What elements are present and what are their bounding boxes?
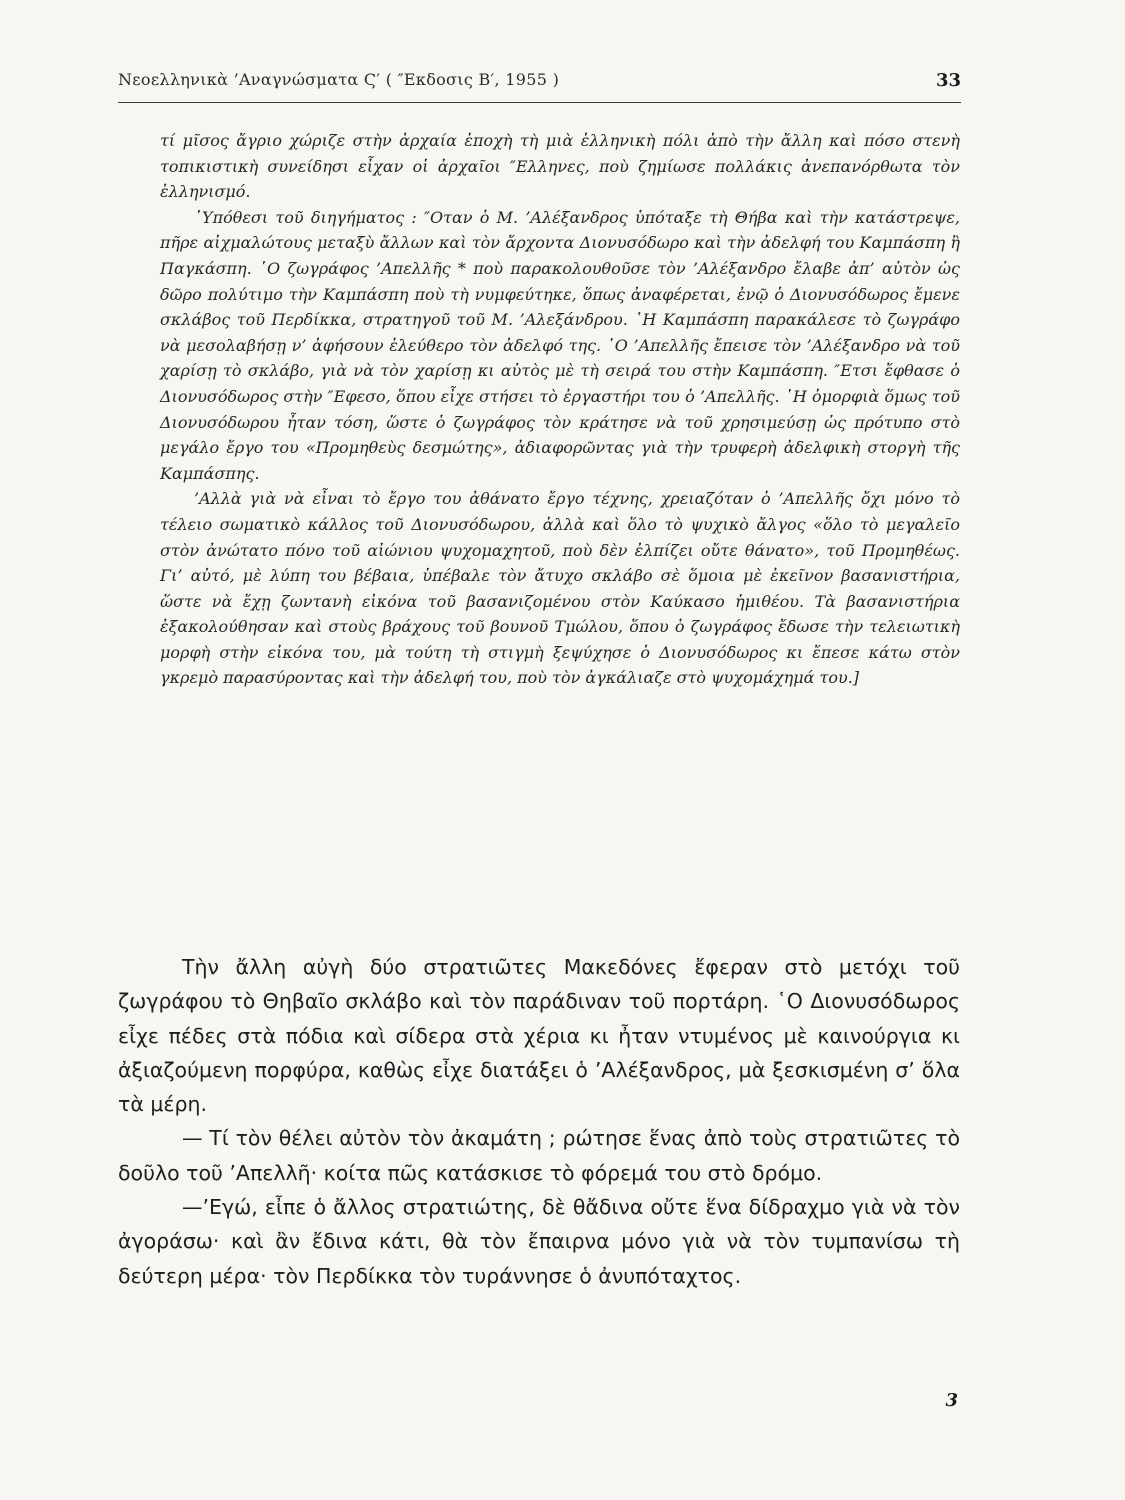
story-paragraph: —’Εγώ, εἶπε ὁ ἄλλος στρατιώτης, δὲ θἄδινα οὔτε ἕνα δίδραχμο γιὰ νὰ τὸν ἀγοράσω· καὶ ἂν ἔδινα κάτι, θὰ τὸν ἔπαιρνα μόνο γιὰ νὰ τὸν τυμπανίσω τὴ δεύτερη μέρα· τὸν Περδίκκα τὸν τυράννησε ὁ ἀνυπόταχτος. [118,1195,960,1288]
running-header [118,70,961,103]
story-text [118,950,960,1293]
signature-mark: 3 [945,1390,958,1411]
intro-paragraph: ’Αλλὰ γιὰ νὰ εἶναι τὸ ἔργο του ἀθάνατο ἔργο τέχνης, χρειαζόταν ὁ ’Απελλῆς ὄχι μόνο τὸ τέλειο σωματικὸ κάλλος τοῦ Διονυσόδωρου, ἀλλὰ καὶ ὅλο τὸ ψυχικὸ ἄλγος «ὅλο τὸ μεγαλεῖο στὸν ἀνώτατο πόνο τοῦ αἰώνιου ψυχομαχητοῦ, ποὺ δὲν ἐλπίζει οὔτε θάνατο», τοῦ Προμηθέως. Γι’ αὐτό, μὲ λύπη του βέβαια, ὑπέβαλε τὸν ἄτυχο σκλάβο σὲ ὅμοια μὲ ἐκεῖνον βασανιστήρια, ὥστε νὰ ἔχῃ ζωντανὴ εἰκόνα τοῦ βασανιζομένου στὸν Καύκασο ἡμιθέου. Τὰ βασανιστήρια ἐξακολούθησαν καὶ στοὺς βράχους τοῦ βουνοῦ Τμώλου, ὅπου ὁ ζωγράφος ἔδωσε τὴν τελειωτικὴ μορφὴ στὴν εἰκόνα του, μὰ τούτη τὴ στιγμὴ ξεψύχησε ὁ Διονυσόδωρος κι ἔπεσε κάτω στὸν γκρεμὸ παρασύροντας καὶ τὴν ἀδελφή του, ποὺ τὸν ἀγκάλιαζε στὸ ψυχομάχημά του.] [160,489,960,688]
intro-paragraph: τί μῖσος ἄγριο χώριζε στὴν ἀρχαία ἐποχὴ τὴ μιὰ ἑλληνικὴ πόλι ἀπὸ τὴν ἄλλη καὶ πόσο στενὴ τοπικιστικὴ συνείδησι εἶχαν οἱ ἀρχαῖοι ″Ελληνες, ποὺ ζημίωσε πολλάκις ἀνεπανόρθωτα τὸν ἑλληνισμό. [160,131,960,202]
story-paragraph: — Τί τὸν θέλει αὐτὸν τὸν ἀκαμάτη ; ρώτησε ἕνας ἀπὸ τοὺς στρατιῶτες τὸ δοῦλο τοῦ ’Απελλῆ· κοίτα πῶς κατάσκισε τὸ φόρεμά του στὸ δρόμο. [118,1126,960,1185]
book-title: Νεοελληνικὰ ’Αναγνώσματα Ϛ′ ( ″Εκδοσις Β′, 1955 ) [118,70,560,89]
page-number: 33 [935,70,961,91]
story-introduction [160,128,960,691]
intro-paragraph: ῾Υπόθεσι τοῦ διηγήματος : ″Οταν ὁ Μ. ’Αλέξανδρος ὑπόταξε τὴ Θήβα καὶ τὴν κατάστρεψε, πῆρε αἰχμαλώτους μεταξὺ ἄλλων καὶ τὸν ἄρχοντα Διονυσόδωρο καὶ τὴν ἀδελφή του Καμπάσπη ἢ Παγκάσπη. ῾Ο ζωγράφος ’Απελλῆς * ποὺ παρακολουθοῦσε τὸν ’Αλέξανδρο ἔλαβε ἀπ’ αὐτὸν ὡς δῶρο πολύτιμο τὴν Καμπάσπη ποὺ τὴ νυμφεύτηκε, ὅπως ἀναφέρεται, ἐνῷ ὁ Διονυσόδωρος ἔμενε σκλάβος τοῦ Περδίκκα, στρατηγοῦ τοῦ Μ. ’Αλεξάνδρου. ῾Η Καμπάσπη παρακάλεσε τὸ ζωγράφο νὰ μεσολαβήσῃ ν’ ἀφήσουν ἐλεύθερο τὸν ἀδελφό της. ῾Ο ’Απελλῆς ἔπεισε τὸν ’Αλέξανδρο νὰ τοῦ χαρίσῃ τὸ σκλάβο, γιὰ νὰ τὸν χαρίσῃ κι αὐτὸς μὲ τὴ σειρά του στὴν Καμπάσπη. ″Ετσι ἔφθασε ὁ Διονυσόδωρος στὴν ″Εφεσο, ὅπου εἶχε στήσει τὸ ἐργαστήρι του ὁ ’Απελλῆς. ῾Η ὀμορφιὰ ὅμως τοῦ Διονυσόδωρου ἦταν τόση, ὥστε ὁ ζωγράφος τὸν κράτησε νὰ τοῦ χρησιμεύσῃ ὡς πρότυπο στὸ μεγάλο ἔργο του «Προμηθεὺς δεσμώτης», ἀδιαφορῶντας γιὰ τὴν τρυφερὴ ἀδελφικὴ στοργὴ τῆς Καμπάσπης. [160,207,960,483]
story-paragraph: Τὴν ἄλλη αὐγὴ δύο στρατιῶτες Μακεδόνες ἔφεραν στὸ μετόχι τοῦ ζωγράφου τὸ Θηβαῖο σκλάβο καὶ τὸν παράδιναν τοῦ πορτάρη. ῾Ο Διονυσόδωρος εἶχε πέδες στὰ πόδια καὶ σίδερα στὰ χέρια κι ἦταν ντυμένος μὲ καινούργια κι ἀξιαζούμενη πορφύρα, καθὼς εἶχε διατάξει ὁ ’Αλέξανδρος, μὰ ξεσκισμένη σ’ ὅλα τὰ μέρη. [118,955,960,1117]
